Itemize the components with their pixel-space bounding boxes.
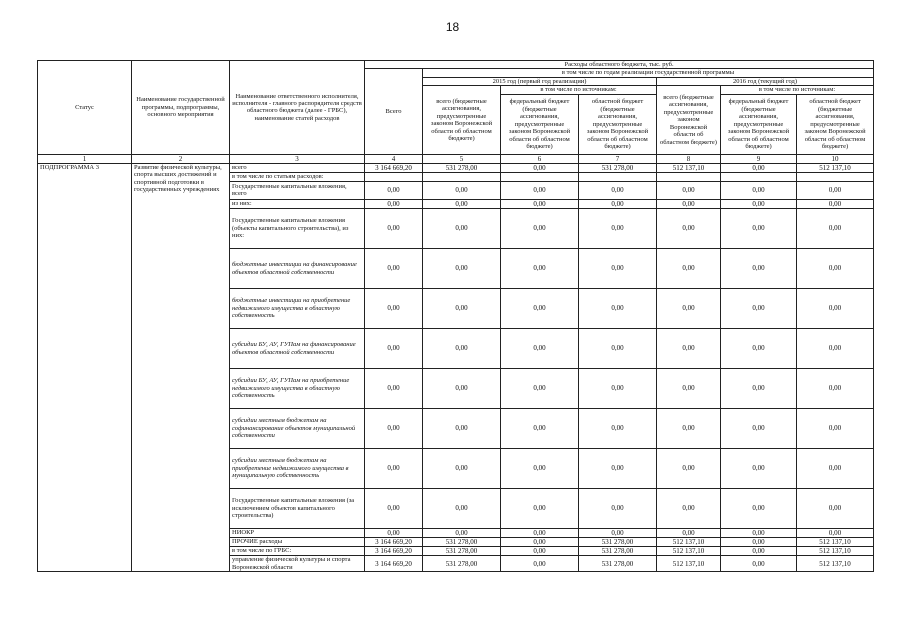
expense-item-label: Государственные капитальные вложения (объекты капитального строительства), из них: — [230, 209, 365, 249]
amount-cell: 0,00 — [657, 289, 721, 329]
amount-cell: 0,00 — [423, 289, 501, 329]
amount-cell: 0,00 — [365, 449, 423, 489]
amount-cell: 0,00 — [501, 409, 579, 449]
amount-cell: 0,00 — [721, 556, 797, 572]
amount-cell: 0,00 — [797, 409, 874, 449]
column-number: 3 — [230, 154, 365, 163]
amount-cell: 0,00 — [579, 449, 657, 489]
column-number: 1 — [38, 154, 132, 163]
column-number: 8 — [657, 154, 721, 163]
amount-cell: 512 137,10 — [657, 556, 721, 572]
amount-cell: 0,00 — [657, 529, 721, 538]
amount-cell: 531 278,00 — [423, 538, 501, 547]
amount-cell: 0,00 — [797, 181, 874, 199]
amount-cell: 0,00 — [365, 209, 423, 249]
amount-cell: 0,00 — [657, 489, 721, 529]
header-sources-2015: в том числе по источникам: — [501, 86, 657, 94]
amount-cell: 531 278,00 — [579, 538, 657, 547]
amount-cell: 0,00 — [657, 329, 721, 369]
amount-cell: 0,00 — [423, 199, 501, 208]
amount-cell: 0,00 — [423, 181, 501, 199]
amount-cell: 0,00 — [797, 449, 874, 489]
amount-cell: 0,00 — [501, 547, 579, 556]
header-col-7: областной бюджет (бюджетные ассигнования, предусмотренные законом Воронежской области об областном бюджете) — [579, 94, 657, 154]
column-number: 7 — [579, 154, 657, 163]
header-year-2015: 2015 год (первый год реализации) — [423, 77, 657, 85]
amount-cell: 0,00 — [657, 181, 721, 199]
expense-item-label: субсидии БУ, АУ, ГУПам на финансирование объектов областной собственности — [230, 329, 365, 369]
expense-item-label: бюджетные инвестиции на приобретение недвижимого имущества в областную собственность — [230, 289, 365, 329]
amount-cell: 531 278,00 — [579, 163, 657, 172]
amount-cell: 0,00 — [365, 529, 423, 538]
amount-cell: 0,00 — [501, 209, 579, 249]
amount-cell: 0,00 — [423, 409, 501, 449]
expense-item-label: в том числе по статьям расходов: — [230, 172, 365, 181]
amount-cell — [501, 172, 579, 181]
amount-cell: 512 137,10 — [657, 163, 721, 172]
amount-cell: 0,00 — [657, 449, 721, 489]
header-program-name: Наименование государственной программы, подпрограммы, основного мероприятия — [132, 61, 230, 155]
amount-cell: 0,00 — [657, 369, 721, 409]
header-expenses-title: Расходы областного бюджета, тыс. руб. — [365, 61, 874, 69]
header-total: Всего — [365, 69, 423, 154]
amount-cell: 0,00 — [797, 209, 874, 249]
header-col-10: областной бюджет (бюджетные ассигнования, предусмотренные законом Воронежской области об областном бюджете) — [797, 94, 874, 154]
header-col-5: всего (бюджетные ассигнования, предусмотренные законом Воронежской области об областном бюджете) — [423, 86, 501, 154]
amount-cell: 0,00 — [797, 369, 874, 409]
header-sources-2016: в том числе по источникам: — [721, 86, 874, 94]
amount-cell: 0,00 — [501, 538, 579, 547]
expense-item-label: Государственные капитальные вложения (за исключением объектов капитального строительства) — [230, 489, 365, 529]
amount-cell: 0,00 — [657, 249, 721, 289]
expense-item-label: Государственные капитальные вложения, всего — [230, 181, 365, 199]
amount-cell: 0,00 — [501, 289, 579, 329]
expense-item-label: управление физической культуры и спорта Воронежской области — [230, 556, 365, 572]
amount-cell: 531 278,00 — [579, 556, 657, 572]
expense-item-label: в том числе по ГРБС: — [230, 547, 365, 556]
amount-cell: 0,00 — [721, 249, 797, 289]
amount-cell: 0,00 — [579, 369, 657, 409]
amount-cell: 0,00 — [501, 163, 579, 172]
header-year-2016: 2016 год (текущий год) — [657, 77, 874, 85]
header-executor-name: Наименование ответственного исполнителя, исполнителя - главного распорядителя средств областного бюджета (далее - ГРБС), наименование статей расходов — [230, 61, 365, 155]
amount-cell: 0,00 — [579, 209, 657, 249]
header-status: Статус — [38, 61, 132, 155]
amount-cell: 0,00 — [579, 199, 657, 208]
amount-cell: 512 137,10 — [797, 547, 874, 556]
column-number: 4 — [365, 154, 423, 163]
amount-cell: 0,00 — [501, 556, 579, 572]
amount-cell: 3 164 669,20 — [365, 163, 423, 172]
amount-cell: 512 137,10 — [797, 538, 874, 547]
amount-cell: 0,00 — [365, 369, 423, 409]
amount-cell: 3 164 669,20 — [365, 556, 423, 572]
page-number: 18 — [445, 20, 460, 34]
amount-cell: 0,00 — [365, 329, 423, 369]
amount-cell: 0,00 — [721, 209, 797, 249]
column-number: 5 — [423, 154, 501, 163]
amount-cell: 0,00 — [657, 409, 721, 449]
header-col-8: всего (бюджетные ассигнования, предусмотренные законом Воронежской области об областном бюджете) — [657, 86, 721, 154]
column-numbers-row — [38, 154, 874, 163]
amount-cell — [365, 172, 423, 181]
expense-item-label: из них: — [230, 199, 365, 208]
amount-cell: 0,00 — [721, 199, 797, 208]
amount-cell: 0,00 — [365, 289, 423, 329]
amount-cell: 0,00 — [501, 249, 579, 289]
amount-cell: 0,00 — [797, 489, 874, 529]
amount-cell: 531 278,00 — [423, 556, 501, 572]
header-by-years: в том числе по годам реализации государственной программы — [423, 69, 874, 77]
amount-cell: 0,00 — [721, 538, 797, 547]
amount-cell — [579, 172, 657, 181]
table-row — [38, 163, 874, 172]
amount-cell: 0,00 — [501, 329, 579, 369]
amount-cell: 0,00 — [721, 289, 797, 329]
amount-cell: 0,00 — [721, 329, 797, 369]
amount-cell: 0,00 — [423, 369, 501, 409]
amount-cell: 0,00 — [501, 369, 579, 409]
amount-cell: 3 164 669,20 — [365, 547, 423, 556]
amount-cell: 531 278,00 — [579, 547, 657, 556]
amount-cell: 512 137,10 — [797, 163, 874, 172]
amount-cell: 0,00 — [721, 489, 797, 529]
subprogram-name: Развитие физической культуры, спорта высших достижений и спортивной подготовки в государственных учреждениях — [132, 163, 230, 571]
amount-cell: 512 137,10 — [657, 547, 721, 556]
expense-item-label: всего — [230, 163, 365, 172]
amount-cell: 0,00 — [797, 249, 874, 289]
amount-cell: 0,00 — [721, 369, 797, 409]
header-col-9: федеральный бюджет (бюджетные ассигнования, предусмотренные законом Воронежской области об областном бюджете) — [721, 94, 797, 154]
header-col-6: федеральный бюджет (бюджетные ассигнования, предусмотренные законом Воронежской области об областном бюджете) — [501, 94, 579, 154]
amount-cell: 0,00 — [721, 547, 797, 556]
amount-cell: 0,00 — [721, 163, 797, 172]
amount-cell: 0,00 — [721, 181, 797, 199]
amount-cell: 0,00 — [579, 409, 657, 449]
amount-cell: 0,00 — [797, 329, 874, 369]
amount-cell: 0,00 — [423, 209, 501, 249]
amount-cell: 0,00 — [579, 289, 657, 329]
amount-cell: 0,00 — [501, 489, 579, 529]
amount-cell: 0,00 — [365, 181, 423, 199]
subprogram-status: ПОДПРОГРАММА 3 — [38, 163, 132, 571]
header-row-1 — [38, 61, 874, 69]
amount-cell: 0,00 — [501, 449, 579, 489]
amount-cell: 512 137,10 — [797, 556, 874, 572]
amount-cell: 0,00 — [365, 199, 423, 208]
amount-cell: 0,00 — [579, 329, 657, 369]
amount-cell — [423, 172, 501, 181]
amount-cell: 0,00 — [797, 199, 874, 208]
amount-cell: 0,00 — [365, 409, 423, 449]
column-number: 10 — [797, 154, 874, 163]
amount-cell: 0,00 — [365, 249, 423, 289]
amount-cell — [721, 172, 797, 181]
amount-cell: 0,00 — [423, 449, 501, 489]
amount-cell: 0,00 — [797, 289, 874, 329]
amount-cell: 0,00 — [423, 249, 501, 289]
amount-cell: 0,00 — [721, 449, 797, 489]
amount-cell: 531 278,00 — [423, 547, 501, 556]
expense-item-label: НИОКР — [230, 529, 365, 538]
column-number: 2 — [132, 154, 230, 163]
expense-item-label: субсидии местным бюджетам на софинансирование объектов муниципальной собственности — [230, 409, 365, 449]
amount-cell: 0,00 — [579, 529, 657, 538]
expense-item-label: субсидии БУ, АУ, ГУПам на приобретение недвижимого имущества в областную собственность — [230, 369, 365, 409]
column-number: 6 — [501, 154, 579, 163]
amount-cell: 0,00 — [579, 249, 657, 289]
amount-cell: 0,00 — [721, 529, 797, 538]
amount-cell: 531 278,00 — [423, 163, 501, 172]
amount-cell: 0,00 — [365, 489, 423, 529]
expense-item-label: ПРОЧИЕ расходы — [230, 538, 365, 547]
amount-cell: 0,00 — [579, 489, 657, 529]
amount-cell: 0,00 — [657, 209, 721, 249]
amount-cell: 0,00 — [423, 489, 501, 529]
column-number: 9 — [721, 154, 797, 163]
amount-cell: 0,00 — [721, 409, 797, 449]
expense-item-label: бюджетные инвестиции на финансирование объектов областной собственности — [230, 249, 365, 289]
amount-cell: 0,00 — [423, 329, 501, 369]
amount-cell: 512 137,10 — [657, 538, 721, 547]
amount-cell: 0,00 — [501, 199, 579, 208]
amount-cell: 0,00 — [423, 529, 501, 538]
amount-cell: 0,00 — [501, 181, 579, 199]
amount-cell: 0,00 — [797, 529, 874, 538]
expense-item-label: субсидии местным бюджетам на приобретение недвижимого имущества в муниципальную собственность — [230, 449, 365, 489]
amount-cell: 0,00 — [579, 181, 657, 199]
budget-table — [37, 60, 874, 572]
amount-cell — [657, 172, 721, 181]
amount-cell: 0,00 — [657, 199, 721, 208]
amount-cell — [797, 172, 874, 181]
amount-cell: 3 164 669,20 — [365, 538, 423, 547]
amount-cell: 0,00 — [501, 529, 579, 538]
